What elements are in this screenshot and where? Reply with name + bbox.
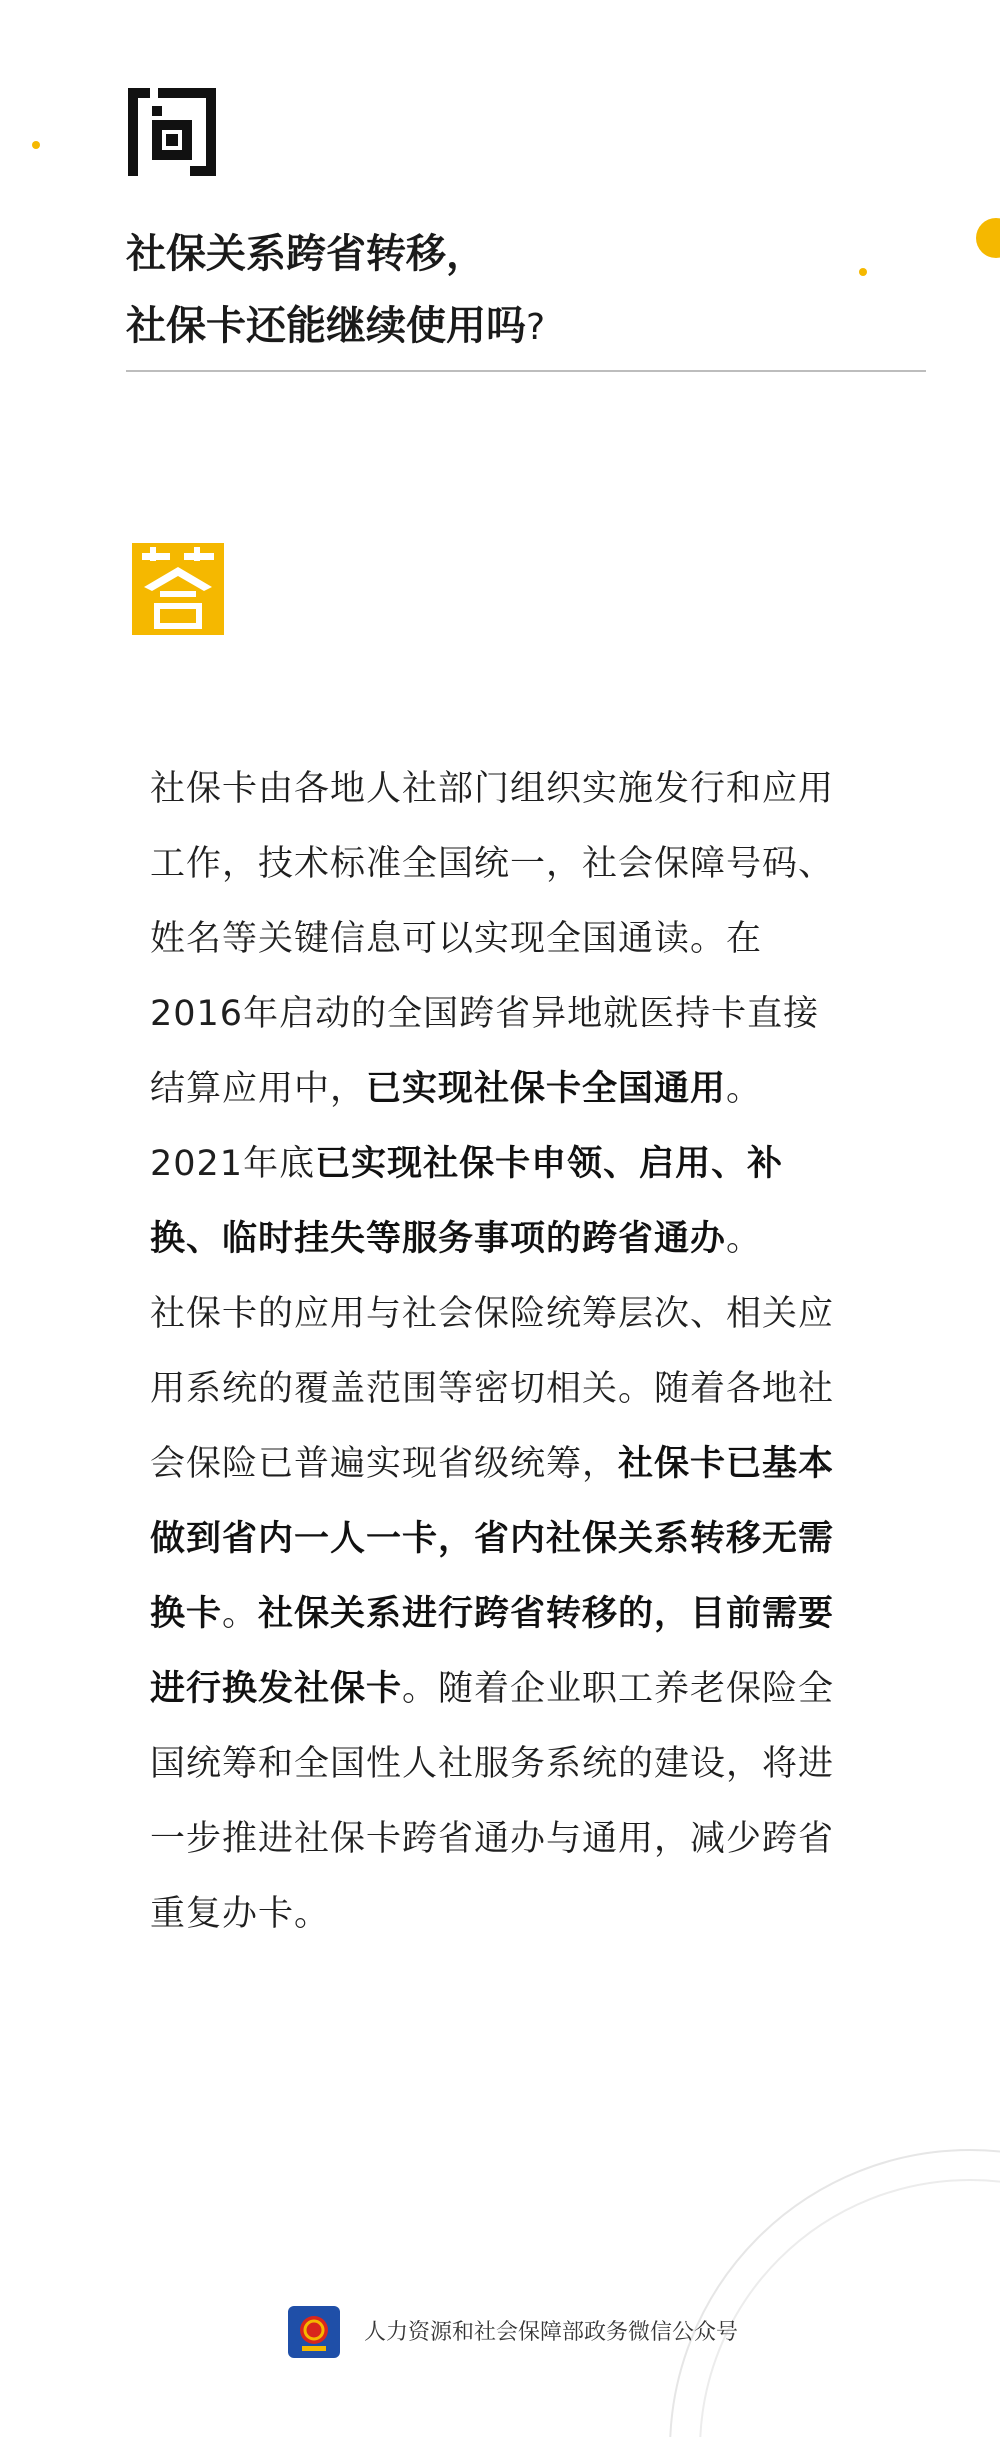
answer-p2-bold-1: 社保卡已基本做到省内一人一卡，省内社保关系转移无需换卡 [150,1444,835,1634]
title-divider [126,370,926,372]
ministry-emblem-icon [288,2306,340,2358]
answer-p2-bold-2: 社保关系进行跨省转移的，目前需要进行换发社保卡 [150,1594,835,1709]
wen-character-icon [128,88,216,176]
answer-p1-text-2: 。2021年底 [150,1069,763,1184]
answer-body [150,752,840,1952]
answer-p2-text-3: 。随着企业职工养老保险全国统筹和全国性人社服务系统的建设，将进一步推进社保卡跨省通办与通用，减少跨省重复办卡。 [150,1669,835,1934]
answer-paragraph-2 [150,1277,840,1952]
decor-arcs [640,2090,1000,2437]
answer-p2-text-1: 社保卡的应用与社会保险统筹层次、相关应用系统的覆盖范围等密切相关。随着各地社会保险已普遍实现省级统筹， [150,1294,835,1484]
question-title [126,218,826,364]
answer-p2-text-2: 。 [222,1594,259,1634]
question-mark: ? [526,307,546,348]
decor-dot-right-large [976,218,1000,258]
decor-dot-right-small [859,268,867,276]
question-line-2-text: 社保卡还能继续使用吗 [126,303,526,349]
decor-dot-left [32,141,40,149]
answer-p1-text-1: 社保卡由各地人社部门组织实施发行和应用工作，技术标准全国统一，社会保障号码、姓名等关键信息可以实现全国通读。在2016年启动的全国跨省异地就医持卡直接结算应用中， [150,769,835,1109]
question-line-2 [126,290,826,364]
da-character-icon [132,543,224,635]
answer-paragraph-1 [150,752,840,1277]
question-line-1: 社保关系跨省转移， [126,231,486,277]
footer-org-name: 人力资源和社会保障部政务微信公众号 [364,2320,739,2345]
answer-p1-bold-2: 已实现社保卡申领、启用、补换、临时挂失等服务事项的跨省通办 [150,1144,784,1259]
answer-p1-bold-1: 已实现社保卡全国通用 [366,1069,727,1109]
answer-p1-text-3: 。 [726,1219,763,1259]
